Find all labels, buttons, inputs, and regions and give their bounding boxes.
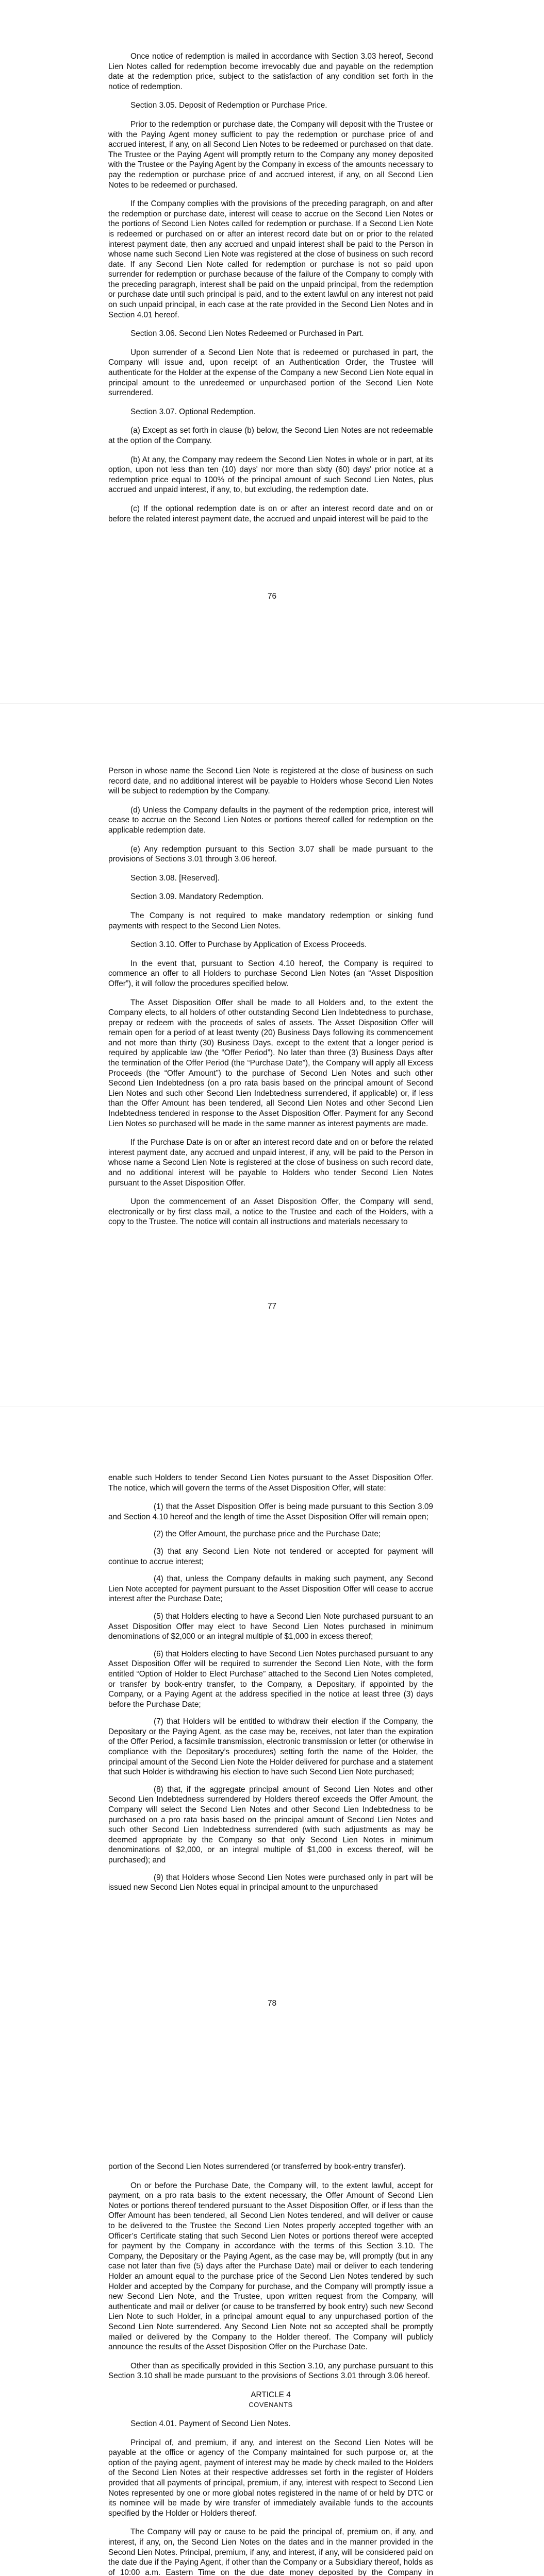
document-page-78 (0, 1406, 544, 2110)
article-heading: ARTICLE 4 (251, 2390, 291, 2399)
paragraph: In the event that, pursuant to Section 4.10 hereof, the Company is required to commence an offer to all Holders to purchase Second Lien Notes (an “Asset Disposition Offer”), it will follow the procedures specified below. (108, 959, 433, 988)
paragraph: (a) Except as set forth in clause (b) below, the Second Lien Notes are not redeemable at the option of the Company. (108, 426, 433, 445)
paragraph: Person in whose name the Second Lien Note is registered at the close of business on such record date, and no additional interest will be payable to Holders whose Second Lien Notes will be subject to redemption by the Company. (108, 767, 433, 796)
paragraph: Once notice of redemption is mailed in accordance with Section 3.03 hereof, Second Lien Notes called for redemption become irrevocably due and payable on the redemption date at the redemption price, subject to the satisfaction of any condition set forth in the notice of redemption. (108, 52, 433, 91)
list-item: (5) that Holders electing to have a Second Lien Note purchased pursuant to an Asset Disposition Offer may elect to have Second Lien Notes purchased in minimum denominations of $2,000 or an integral multiple of $1,000 in excess thereof; (108, 1612, 433, 1641)
section-heading: Section 4.01. Payment of Second Lien Notes. (130, 2419, 291, 2429)
section-heading: Section 3.05. Deposit of Redemption or Purchase Price. (130, 101, 327, 110)
paragraph: On or before the Purchase Date, the Company will, to the extent lawful, accept for payment, on a pro rata basis to the extent necessary, the Offer Amount of Second Lien Notes or portions thereof tendered pursuant to the Asset Disposition Offer, or if less than the Offer Amount has been tendered, all Second Lien Notes tendered, and will deliver or cause to be delivered to the Trustee the Second Lien Notes properly accepted together with an Officer’s Certificate stating that such Second Lien Notes or portions thereof were accepted for payment by the Company in accordance with the terms of this Section 3.10. The Company, the Depositary or the Paying Agent, as the case may be, will promptly (but in any case not later than five (5) days after the Purchase Date) mail or deliver to each tendering Holder an amount equal to the purchase price of the Second Lien Notes tendered by such Holder and accepted by the Company for purchase, and the Company will promptly issue a new Second Lien Note, and the Trustee, upon written request from the Company, will authenticate and mail or deliver (or cause to be transferred by book entry) such new Second Lien Note to such Holder, in a principal amount equal to any unpurchased portion of the Second Lien Note surrendered. Any Second Lien Note not so accepted shall be promptly mailed or delivered by the Company to the Holder thereof. The Company will publicly announce the results of the Asset Disposition Offer on the Purchase Date. (108, 2181, 433, 2352)
list-item: (1) that the Asset Disposition Offer is being made pursuant to this Section 3.09 and Section 4.10 hereof and the length of time the Asset Disposition Offer will remain open; (108, 1502, 433, 1521)
section-heading: Section 3.07. Optional Redemption. (130, 407, 256, 416)
list-item: (4) that, unless the Company defaults in making such payment, any Second Lien Note accepted for payment pursuant to the Asset Disposition Offer will cease to accrue interest after the Purchase Date; (108, 1574, 433, 1604)
list-item: (3) that any Second Lien Note not tendered or accepted for payment will continue to accrue interest; (108, 1547, 433, 1566)
document-page-77 (0, 703, 544, 1407)
paragraph: (d) Unless the Company defaults in the payment of the redemption price, interest will cease to accrue on the Second Lien Notes or portions thereof called for redemption on the applicable redemption date. (108, 805, 433, 835)
list-item: (2) the Offer Amount, the purchase price and the Purchase Date; (154, 1530, 381, 1539)
section-heading: Section 3.10. Offer to Purchase by Application of Excess Proceeds. (130, 940, 367, 950)
list-item: (8) that, if the aggregate principal amount of Second Lien Notes and other Second Lien Indebtedness surrendered by Holders thereof exceeds the Offer Amount, the Company will select the Second Lien Notes and other Second Lien Indebtedness to be purchased on a pro rata basis based on the principal amount of Second Lien Notes and such other Second Lien Indebtedness surrendered (with such adjustments as may be deemed appropriate by the Company so that only Second Lien Notes in minimum denominations of $2,000, or an integral multiple of $1,000 in excess thereof, will be purchased); and (108, 1785, 433, 1865)
page-body (108, 766, 433, 1236)
page-number: 78 (267, 1999, 277, 2008)
page-number: 76 (267, 592, 277, 601)
paragraph: Upon the commencement of an Asset Disposition Offer, the Company will send, electronically or by first class mail, a notice to the Trustee and each of the Holders, with a copy to the Trustee. The notice will contain all instructions and materials necessary to (108, 1197, 433, 1227)
paragraph: The Asset Disposition Offer shall be made to all Holders and, to the extent the Company elects, to all holders of other outstanding Second Lien Indebtedness to purchase, prepay or redeem with the proceeds of sales of assets. The Asset Disposition Offer will remain open for a period of at least twenty (20) Business Days following its commencement and not more than thirty (30) Business Days, except to the extent that a longer period is required by applicable law (the “Offer Period”). No later than three (3) Business Days after the termination of the Offer Period (the “Purchase Date”), the Company will apply all Excess Proceeds (the “Offer Amount”) to the purchase of Second Lien Notes and such other Second Lien Indebtedness (on a pro rata basis based on the principal amount of Second Lien Notes and such other Second Lien Indebtedness surrendered, if applicable) or, if less than the Offer Amount has been tendered, all Second Lien Notes and other Second Lien Indebtedness tendered in response to the Asset Disposition Offer. Payment for any Second Lien Notes so purchased will be made in the same manner as interest payments are made. (108, 998, 433, 1128)
page-body (108, 2162, 433, 2576)
paragraph: The Company is not required to make mandatory redemption or sinking fund payments with respect to the Second Lien Notes. (108, 911, 433, 930)
paragraph: Other than as specifically provided in this Section 3.10, any purchase pursuant to this Section 3.10 shall be made pursuant to the provisions of Sections 3.01 through 3.06 hereof. (108, 2361, 433, 2381)
paragraph: If the Company complies with the provisions of the preceding paragraph, on and after the redemption or purchase date, interest will cease to accrue on the Second Lien Notes or the portions of Second Lien Notes called for redemption or purchase. If a Second Lien Note is redeemed or purchased on or after an interest record date but on or prior to the related interest payment date, then any accrued and unpaid interest shall be paid to the Person in whose name such Second Lien Note was registered at the close of business on such record date. If any Second Lien Note called for redemption or purchase is not so paid upon surrender for redemption or purchase because of the failure of the Company to comply with the preceding paragraph, interest shall be paid on the unpaid principal, from the redemption or purchase date until such principal is paid, and to the extent lawful on any interest not paid on such unpaid principal, in each case at the rate provided in the Second Lien Notes and in Section 4.01 hereof. (108, 199, 433, 319)
list-item: (9) that Holders whose Second Lien Notes were purchased only in part will be issued new Second Lien Notes equal in principal amount to the unpurchased (108, 1873, 433, 1892)
page-number: 77 (267, 1302, 277, 1311)
section-heading: Section 3.09. Mandatory Redemption. (130, 892, 264, 902)
page-body (108, 1473, 433, 1900)
paragraph: portion of the Second Lien Notes surrendered (or transferred by book-entry transfer). (108, 2162, 406, 2171)
paragraph: (b) At any, the Company may redeem the Second Lien Notes in whole or in part, at its option, upon not less than ten (10) days' nor more than sixty (60) days' prior notice at a redemption price equal to 100% of the principal amount of such Second Lien Notes, plus accrued and unpaid interest, if any, to, but excluding, the redemption date. (108, 455, 433, 495)
paragraph: (e) Any redemption pursuant to this Section 3.07 shall be made pursuant to the provisions of Sections 3.01 through 3.06 hereof. (108, 844, 433, 864)
paragraph: The Company will pay or cause to be paid the principal of, premium on, if any, and interest, if any, on, the Second Lien Notes on the dates and in the manner provided in the Second Lien Notes. Principal, premium, if any, and interest, if any, will be considered paid on the date due if the Paying Agent, if other than the Company or a Subsidiary thereof, holds as of 10:00 a.m. Eastern Time on the due date money deposited by the Company in (108, 2528, 433, 2576)
paragraph: Prior to the redemption or purchase date, the Company will deposit with the Trustee or with the Paying Agent money sufficient to pay the redemption or purchase price of and accrued interest, if any, on all Second Lien Notes to be redeemed or purchased on that date. The Trustee or the Paying Agent will promptly return to the Company any money deposited with the Trustee or the Paying Agent by the Company in excess of the amounts necessary to pay the redemption or purchase price of and accrued interest, if any, on all Second Lien Notes to be redeemed or purchased. (108, 120, 433, 190)
document-page-76 (0, 0, 544, 703)
paragraph: Principal of, and premium, if any, and interest on the Second Lien Notes will be payable at the office or agency of the Company maintained for such purpose or, at the option of the paying agent, payment of interest may be made by check mailed to the Holders of the Second Lien Notes at their respective addresses set forth in the register of Holders provided that all payments of principal, premium, if any, interest with respect to Second Lien Notes represented by one or more global notes registered in the name of or held by DTC or its nominee will be made by wire transfer of immediately available funds to the accounts specified by the Holder or Holders thereof. (108, 2438, 433, 2518)
paragraph: (c) If the optional redemption date is on or after an interest record date and on or before the related interest payment date, the accrued and unpaid interest will be paid to the (108, 504, 433, 523)
list-item: (7) that Holders will be entitled to withdraw their election if the Company, the Depositary or the Paying Agent, as the case may be, receives, not later than the expiration of the Offer Period, a facsimile transmission, electronic transmission or letter (or otherwise in compliance with the Depositary’s procedures) setting forth the name of the Holder, the principal amount of the Second Lien Note the Holder delivered for purchase and a statement that such Holder is withdrawing his election to have such Second Lien Note purchased; (108, 1717, 433, 1777)
paragraph: Upon surrender of a Second Lien Note that is redeemed or purchased in part, the Company will issue and, upon receipt of an Authentication Order, the Trustee will authenticate for the Holder at the expense of the Company a new Second Lien Note equal in principal amount to the unredeemed or unpurchased portion of the Second Lien Note surrendered. (108, 348, 433, 398)
paragraph: If the Purchase Date is on or after an interest record date and on or before the related interest payment date, any accrued and unpaid interest, if any, will be paid to the Person in whose name a Second Lien Note is registered at the close of business on such record date, and no additional interest will be payable to Holders who tender Second Lien Notes pursuant to the Asset Disposition Offer. (108, 1138, 433, 1188)
page-body (108, 52, 433, 533)
article-subheading: COVENANTS (249, 2401, 293, 2409)
document-page-79 (0, 2110, 544, 2576)
paragraph: enable such Holders to tender Second Lien Notes pursuant to the Asset Disposition Offer. The notice, which will govern the terms of the Asset Disposition Offer, will state: (108, 1473, 433, 1493)
section-heading: Section 3.08. [Reserved]. (130, 873, 220, 883)
section-heading: Section 3.06. Second Lien Notes Redeemed or Purchased in Part. (130, 329, 364, 338)
list-item: (6) that Holders electing to have Second Lien Notes purchased pursuant to any Asset Disposition Offer will be required to surrender the Second Lien Note, with the form entitled “Option of Holder to Elect Purchase” attached to the Second Lien Notes completed, or transfer by book-entry transfer, to the Company, a Depositary, if appointed by the Company, or a Paying Agent at the address specified in the notice at least three (3) days before the Purchase Date; (108, 1649, 433, 1709)
